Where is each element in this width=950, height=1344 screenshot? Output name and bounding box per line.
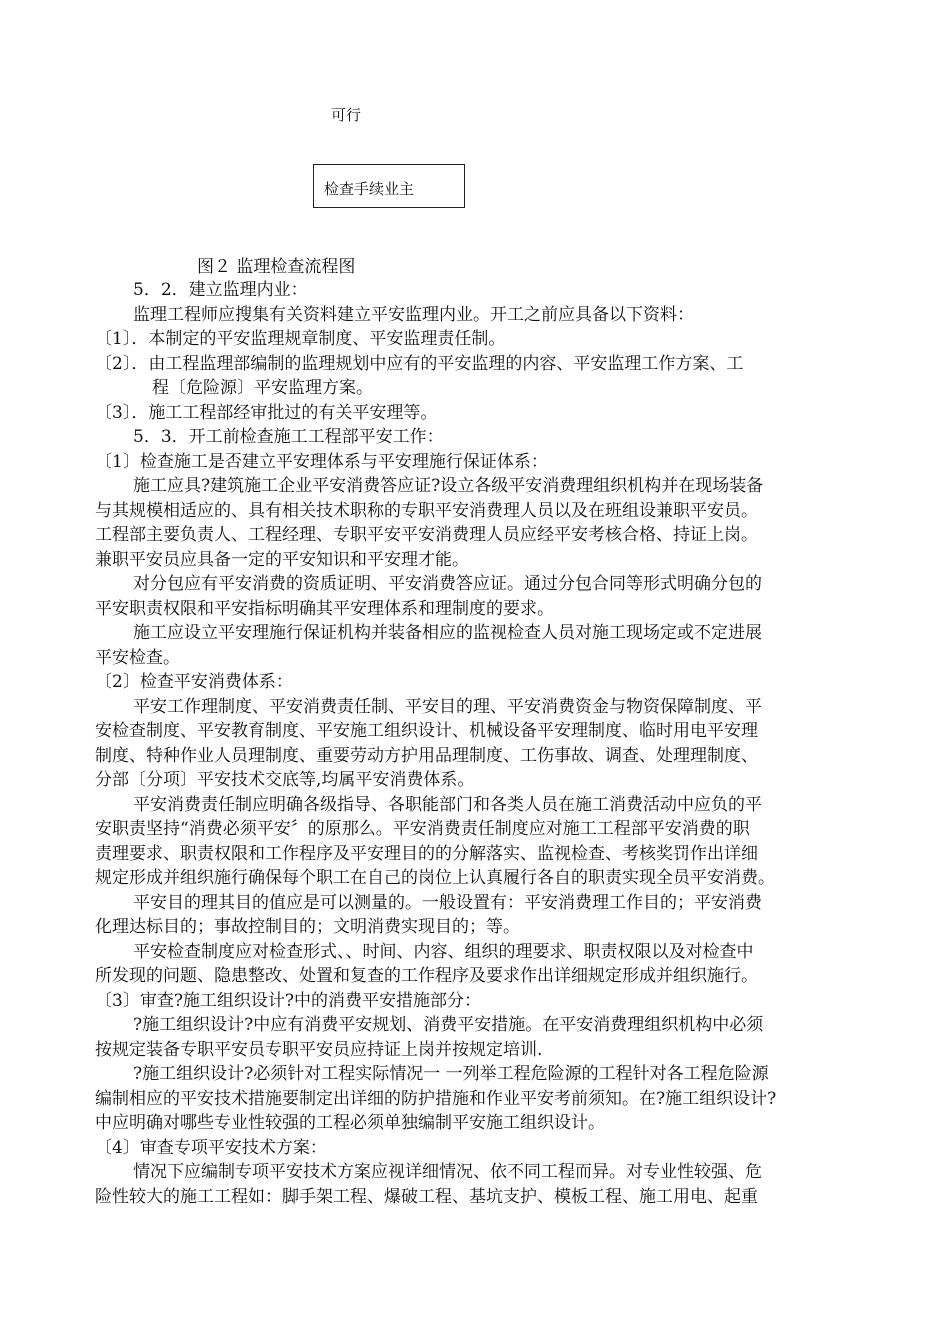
paragraph-line: 情况下应编制专项平安技术方案应视详细情况、依不同工程而异。对专业性较强、危 [133,1162,762,1182]
paragraph-line: 安职责坚持“消费必须平安〞的原那么。平安消费责任制度应对施工工程部平安消费的职 [95,819,750,839]
paragraph-line: 安检查制度、平安教育制度、平安施工组织设计、机械设备平安理制度、临时用电平安理 [95,721,758,741]
paragraph-line: 施工应具?建筑施工企业平安消费答应证?设立各级平安消费理组织机构并在现场装备 [133,476,764,496]
paragraph-line: 按规定装备专职平安员专职平安员应持证上岗并按规定培训. [95,1039,543,1060]
paragraph-line: 施工应设立平安理施行保证机构并装备相应的监视检查人员对施工现场定或不定进展 [133,623,762,643]
paragraph-line: 平安工作理制度、平安消费责任制、平安目的理、平安消费资金与物资保障制度、平 [133,696,762,717]
flowchart-box-text: 检查手续业主 [324,180,415,198]
paragraph-line: 险性较大的施工工程如：脚手架工程、爆破工程、基坑支护、模板工程、施工用电、起重 [95,1186,758,1207]
paragraph-line: 对分包应有平安消费的资质证明、平安消费答应证。通过分包合同等形式明确分包的 [133,574,762,594]
flowchart-box-check-procedures [313,164,465,208]
paragraph-line: 平安目的理其目的值应是可以测量的。一般设置有：平安消费理工作目的；平安消费 [133,892,762,913]
paragraph-line: 编制相应的平安技术措施要制定出详细的防护措施和作业平安考前须知。在?施工组织设计? [95,1088,777,1109]
paragraph-line: 兼职平安员应具备一定的平安知识和平安理才能。 [95,549,469,570]
figure-caption: 图２ 监理检查流程图 [197,257,356,277]
paragraph-line: 平安消费责任制应明确各级指导、各职能部门和各类人员在施工消费活动中应负的平 [133,794,762,815]
paragraph-line: 责理要求、职责权限和工作程序及平安理目的的分解落实、监视检查、考核奖罚作出详细 [95,843,758,864]
paragraph-line: 监理工程师应搜集有关资料建立平安监理内业。开工之前应具备以下资料： [133,304,694,325]
subsection-heading-4: 〔4〕审查专项平安技术方案： [95,1137,327,1158]
subsection-heading-2: 〔2〕检查平安消费体系： [95,672,293,692]
paragraph-line: 分部〔分项〕平安技术交底等,均属平安消费体系。 [95,770,475,790]
paragraph-line: 化理达标目的；事故控制目的；文明消费实现目的；等。 [95,917,520,937]
paragraph-line: 平安检查制度应对检查形式、、时间、内容、组织的理要求、职责权限以及对检查中 [133,941,754,962]
document-body [95,278,855,1209]
subsection-heading-1: 〔1〕检查施工是否建立平安理体系与平安理施行保证体系： [95,451,548,472]
paragraph-line: 与其规模相适应的、具有相关技术职称的专职平安消费理人员以及在班组设兼职平安员。 [95,500,758,521]
section-heading-5-3: 5．3．开工前检查施工工程部平安工作： [133,427,444,447]
list-item-3: 〔3〕．施工工程部经审批过的有关平安理等。 [95,402,438,423]
list-item-2: 〔2〕．由工程监理部编制的监理规划中应有的平安监理的内容、平安监理工作方案、工 [95,353,744,374]
paragraph-line: 平安职责权限和平安指标明确其平安理体系和理制度的要求。 [95,598,554,619]
paragraph-line: 所发现的问题、隐患整改、处置和复查的工作程序及要求作出详细规定形成并组织施行。 [95,966,758,986]
subsection-heading-3: 〔3〕审查?施工组织设计?中的消费平安措施部分： [95,990,482,1011]
paragraph-line: ?施工组织设计?必须针对工程实际情况一 一列举工程危险源的工程针对各工程危险源 [133,1064,769,1084]
paragraph-line: 规定形成并组织施行确保每个职工在自己的岗位上认真履行各自的职责实现全员平安消费。 [95,868,775,888]
flowchart-label-feasible: 可行 [331,106,362,124]
paragraph-line: 工程部主要负责人、工程经理、专职平安平安消费理人员应经平安考核合格、持证上岗。 [95,525,758,545]
paragraph-line: 平安检查。 [95,647,180,668]
section-heading-5-2: 5．2．建立监理内业： [133,280,308,300]
list-item-1: 〔1〕．本制定的平安监理规章制度、平安监理责任制。 [95,329,506,349]
list-item-2-continued: 程〔危险源〕平安监理方案。 [152,378,373,398]
paragraph-line: ?施工组织设计?中应有消费平安规划、消费平安措施。在平安消费理组织机构中必须 [133,1015,764,1035]
paragraph-line: 制度、特种作业人员理制度、重要劳动方护用品理制度、工伤事故、调查、处理理制度、 [95,745,758,766]
paragraph-line: 中应明确对哪些专业性较强的工程必须单独编制平安施工组织设计。 [95,1113,605,1133]
